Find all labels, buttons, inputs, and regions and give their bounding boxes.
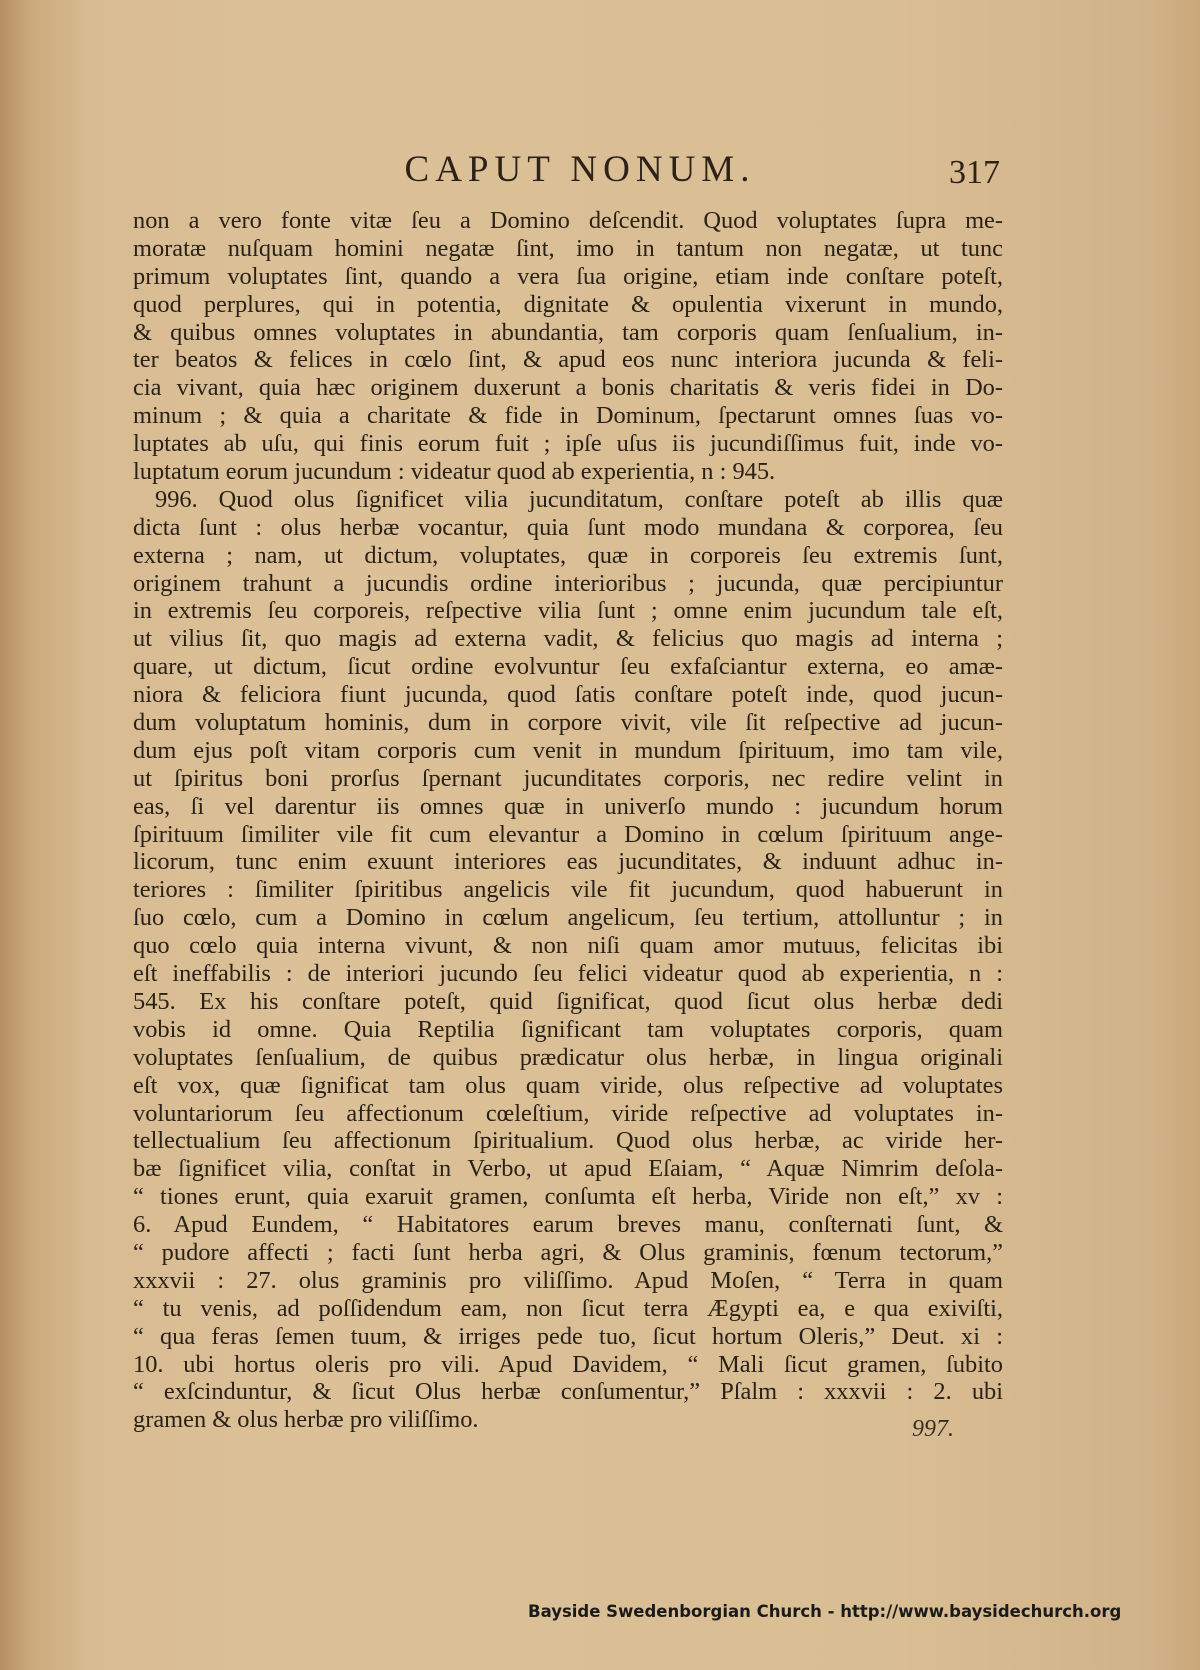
page-title: CAPUT NONUM. [404, 149, 756, 190]
text-line: moratæ nuſquam homini negatæ ſint, imo in tantum non negatæ, ut tunc [133, 234, 1003, 262]
catchword: 997. [912, 1416, 954, 1442]
text-line: bæ ſignificet vilia, conſtat in Verbo, ut apud Eſaiam, “ Aquæ Nimrim deſola- [133, 1155, 1003, 1183]
text-line: “ tiones erunt, quia exaruit gramen, conſumta eſt herba, Viride non eſt,” xv : [133, 1183, 1003, 1211]
text-line: “ pudore affecti ; facti ſunt herba agri, & Olus graminis, fœnum tectorum,” [133, 1238, 1003, 1266]
text-line: 6. Apud Eundem, “ Habitatores earum breves manu, conſternati ſunt, & [133, 1211, 1003, 1239]
text-line: quo cœlo quia interna vivunt, & non niſi quam amor mutuus, felicitas ibi [133, 932, 1003, 960]
text-line: niora & feliciora fiunt jucunda, quod ſatis conſtare poteſt inde, quod jucun- [133, 681, 1003, 709]
page-header [130, 148, 1000, 198]
text-line: voluntariorum ſeu affectionum cœleſtium, viride reſpective ad voluptates in- [133, 1099, 1003, 1127]
text-line: eas, ſi vel darentur iis omnes quæ in univerſo mundo : jucundum horum [133, 792, 1003, 820]
text-line: ter beatos & felices in cœlo ſint, & apud eos nunc interiora jucunda & feli- [133, 346, 1003, 374]
text-line: dicta ſunt : olus herbæ vocantur, quia ſunt modo mundana & corporea, ſeu [133, 513, 1003, 541]
text-line: licorum, tunc enim exuunt interiores eas jucunditates, & induunt adhuc in- [133, 848, 1003, 876]
text-line: xxxvii : 27. olus graminis pro viliſſimo. Apud Moſen, “ Terra in quam [133, 1266, 1003, 1294]
body-text [133, 207, 1003, 1434]
text-line: quod perplures, qui in potentia, dignitate & opulentia vixerunt in mundo, [133, 290, 1003, 318]
text-line: tellectualium ſeu affectionum ſpiritualium. Quod olus herbæ, ac viride her- [133, 1127, 1003, 1155]
text-line: voluptates ſenſualium, de quibus prædicatur olus herbæ, in lingua originali [133, 1043, 1003, 1071]
text-line: minum ; & quia a charitate & fide in Dominum, ſpectarunt omnes ſuas vo- [133, 402, 1003, 430]
text-line: primum voluptates ſint, quando a vera ſua origine, etiam inde conſtare poteſt, [133, 262, 1003, 290]
text-line: 10. ubi hortus oleris pro vili. Apud Davidem, “ Mali ſicut gramen, ſubito [133, 1350, 1003, 1378]
text-line: “ tu venis, ad poſſidendum eam, non ſicut terra Ægypti ea, e qua exiviſti, [133, 1294, 1003, 1322]
text-line: vobis id omne. Quia Reptilia ſignificant tam voluptates corporis, quam [133, 1015, 1003, 1043]
text-line: cia vivant, quia hæc originem duxerunt a bonis charitatis & veris fidei in Do- [133, 374, 1003, 402]
text-line: eſt vox, quæ ſignificat tam olus quam viride, olus reſpective ad voluptates [133, 1071, 1003, 1099]
text-line: ut ſpiritus boni prorſus ſpernant jucunditates corporis, nec redire velint in [133, 764, 1003, 792]
text-line: eſt ineffabilis : de interiori jucundo ſeu felici videatur quod ab experientia, n : [133, 960, 1003, 988]
text-line: gramen & olus herbæ pro viliſſimo. [133, 1406, 479, 1434]
text-line: “ qua feras ſemen tuum, & irriges pede tuo, ſicut hortum Oleris,” Deut. xi : [133, 1322, 1003, 1350]
text-line: non a vero fonte vitæ ſeu a Domino deſcendit. Quod voluptates ſupra me- [133, 207, 1003, 234]
text-line: luptates ab uſu, qui finis eorum fuit ; ipſe uſus iis jucundiſſimus fuit, inde vo- [133, 430, 1003, 458]
text-line: in extremis ſeu corporeis, reſpective vilia ſunt ; omne enim jucundum tale eſt, [133, 597, 1003, 625]
text-line: externa ; nam, ut dictum, voluptates, quæ in corporeis ſeu extremis ſunt, [133, 541, 1003, 569]
text-line: ut vilius ſit, quo magis ad externa vadit, & felicius quo magis ad interna ; [133, 625, 1003, 653]
text-line: quare, ut dictum, ſicut ordine evolvuntur ſeu exfaſciantur externa, eo amæ- [133, 653, 1003, 681]
page-number: 317 [949, 154, 1000, 191]
footer-credit: Bayside Swedenborgian Church - http://www.baysidechurch.org [528, 1602, 1122, 1621]
text-line: originem trahunt a jucundis ordine interioribus ; jucunda, quæ percipiuntur [133, 569, 1003, 597]
text-line: dum voluptatum hominis, dum in corpore vivit, vile ſit reſpective ad jucun- [133, 709, 1003, 737]
text-line: teriores : ſimiliter ſpiritibus angelicis vile fit jucundum, quod habuerunt in [133, 876, 1003, 904]
text-line: ſpirituum ſimiliter vile fit cum elevantur a Domino in cœlum ſpirituum ange- [133, 820, 1003, 848]
text-line: & quibus omnes voluptates in abundantia, tam corporis quam ſenſualium, in- [133, 318, 1003, 346]
text-line: “ exſcinduntur, & ſicut Olus herbæ conſumentur,” Pſalm : xxxvii : 2. ubi [133, 1378, 1003, 1406]
text-line: dum ejus poſt vitam corporis cum venit in mundum ſpirituum, imo tam vile, [133, 736, 1003, 764]
text-line: ſuo cœlo, cum a Domino in cœlum angelicum, ſeu tertium, attolluntur ; in [133, 904, 1003, 932]
text-line: 996. Quod olus ſignificet vilia jucunditatum, conſtare poteſt ab illis quæ [155, 485, 1003, 513]
text-line: 545. Ex his conſtare poteſt, quid ſignificat, quod ſicut olus herbæ dedi [133, 987, 1003, 1015]
text-line: luptatum eorum jucundum : videatur quod ab experientia, n : 945. [133, 458, 776, 486]
